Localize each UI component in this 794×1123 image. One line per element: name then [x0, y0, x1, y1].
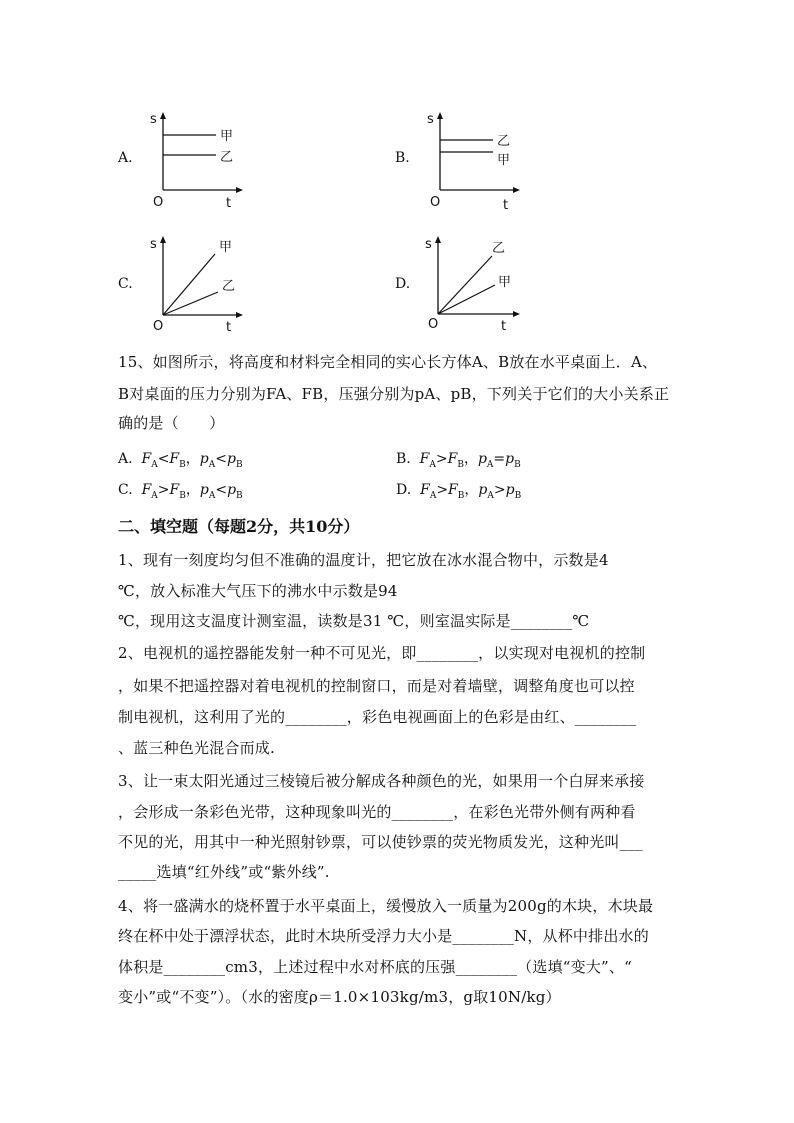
q15-option-a: A. $F_A<F_B$，$p_A<p_B$ — [118, 451, 243, 470]
q3-line-4: _____选填“红外线”或“紫外线”. — [118, 863, 330, 881]
section-heading: 二、填空题（每题2分，共10分） — [118, 517, 360, 536]
q1-line-3: ℃，现用这支温度计测室温，读数是31 ℃，则室温实际是________℃ — [118, 612, 590, 630]
axis-s-label: s — [427, 112, 434, 127]
q4-line-1: 4、将一盛满水的烧杯置于水平桌面上，缓慢放入一质量为200g的木块，木块最 — [118, 897, 654, 915]
q15-option-d: D. $F_A>F_B$，$p_A>p_B$ — [396, 482, 522, 501]
origin-label: O — [153, 319, 164, 334]
origin-label: O — [428, 317, 439, 332]
graph-a — [148, 110, 248, 215]
q3-line-2: ，会形成一条彩色光带，这种现象叫光的________，在彩色光带外侧有两种看 — [118, 803, 636, 821]
q1-line-1: 1、现有一刻度均匀但不准确的温度计，把它放在冰水混合物中，示数是4 — [118, 551, 609, 569]
q3-line-1: 3、让一束太阳光通过三棱镜后被分解成各种颜色的光，如果用一个白屏来承接 — [118, 772, 645, 790]
axis-t-label: t — [226, 320, 232, 335]
axis-s-label: s — [425, 237, 432, 252]
graph-d — [425, 232, 525, 337]
q4-line-3: 体积是________cm3，上述过程中水对杯底的压强________（选填“变大”、“ — [118, 958, 632, 976]
q15-text-line-1: 15、如图所示，将高度和材料完全相同的实心长方体A、B放在水平桌面上．A、 — [118, 353, 658, 371]
origin-label: O — [153, 195, 164, 210]
option-b-letter: B. — [395, 150, 410, 166]
option-d-letter: D. — [395, 276, 411, 292]
q15-text-line-3: 确的是（ ） — [118, 414, 225, 432]
q4-line-4: 变小”或“不变”）。（水的密度ρ＝1.0×103kg/m3，g取10N/kg） — [118, 988, 561, 1006]
series-label-lower: 甲 — [497, 153, 511, 168]
q15-text-line-2: B对桌面的压力分别为FA、FB，压强分别为pA、pB，下列关于它们的大小关系正 — [118, 385, 670, 403]
option-a-letter: A. — [118, 150, 133, 166]
q15-option-b: B. $F_A>F_B$，$p_A=p_B$ — [396, 451, 521, 470]
q3-line-3: 不见的光，用其中一种光照射钞票，可以使钞票的荧光物质发光，这种光叫___ — [118, 833, 643, 851]
origin-label: O — [430, 195, 441, 210]
graph-c — [148, 232, 248, 337]
series-label-upper: 甲 — [219, 240, 233, 255]
axis-t-label: t — [501, 319, 507, 334]
axis-s-label: s — [150, 112, 157, 127]
q2-line-3: 制电视机，这利用了光的________，彩色电视画面上的色彩是由红、________ — [118, 708, 637, 726]
axis-s-label: s — [150, 237, 157, 252]
series-label-upper: 甲 — [220, 129, 234, 144]
series-label-lower: 乙 — [222, 279, 236, 294]
q4-line-2: 终在杯中处于漂浮状态，此时木块所受浮力大小是________N，从杯中排出水的 — [118, 927, 649, 945]
q2-line-2: ，如果不把遥控器对着电视机的控制窗口，而是对着墙壁，调整角度也可以控 — [118, 677, 635, 695]
axis-t-label: t — [226, 196, 232, 211]
q1-line-2: ℃，放入标准大气压下的沸水中示数是94 — [118, 582, 398, 600]
q2-line-4: 、蓝三种色光混合而成. — [118, 739, 275, 757]
series-label-lower: 乙 — [220, 150, 234, 165]
option-c-letter: C. — [118, 276, 133, 292]
q15-option-c: C. $F_A>F_B$，$p_A<p_B$ — [118, 482, 243, 501]
q2-line-1: 2、电视机的遥控器能发射一种不可见光，即________，以实现对电视机的控制 — [118, 644, 646, 662]
series-label-upper: 乙 — [497, 134, 511, 149]
graph-b — [425, 110, 525, 215]
series-label-lower: 甲 — [498, 275, 512, 290]
axis-t-label: t — [503, 198, 509, 213]
series-label-upper: 乙 — [492, 241, 506, 256]
